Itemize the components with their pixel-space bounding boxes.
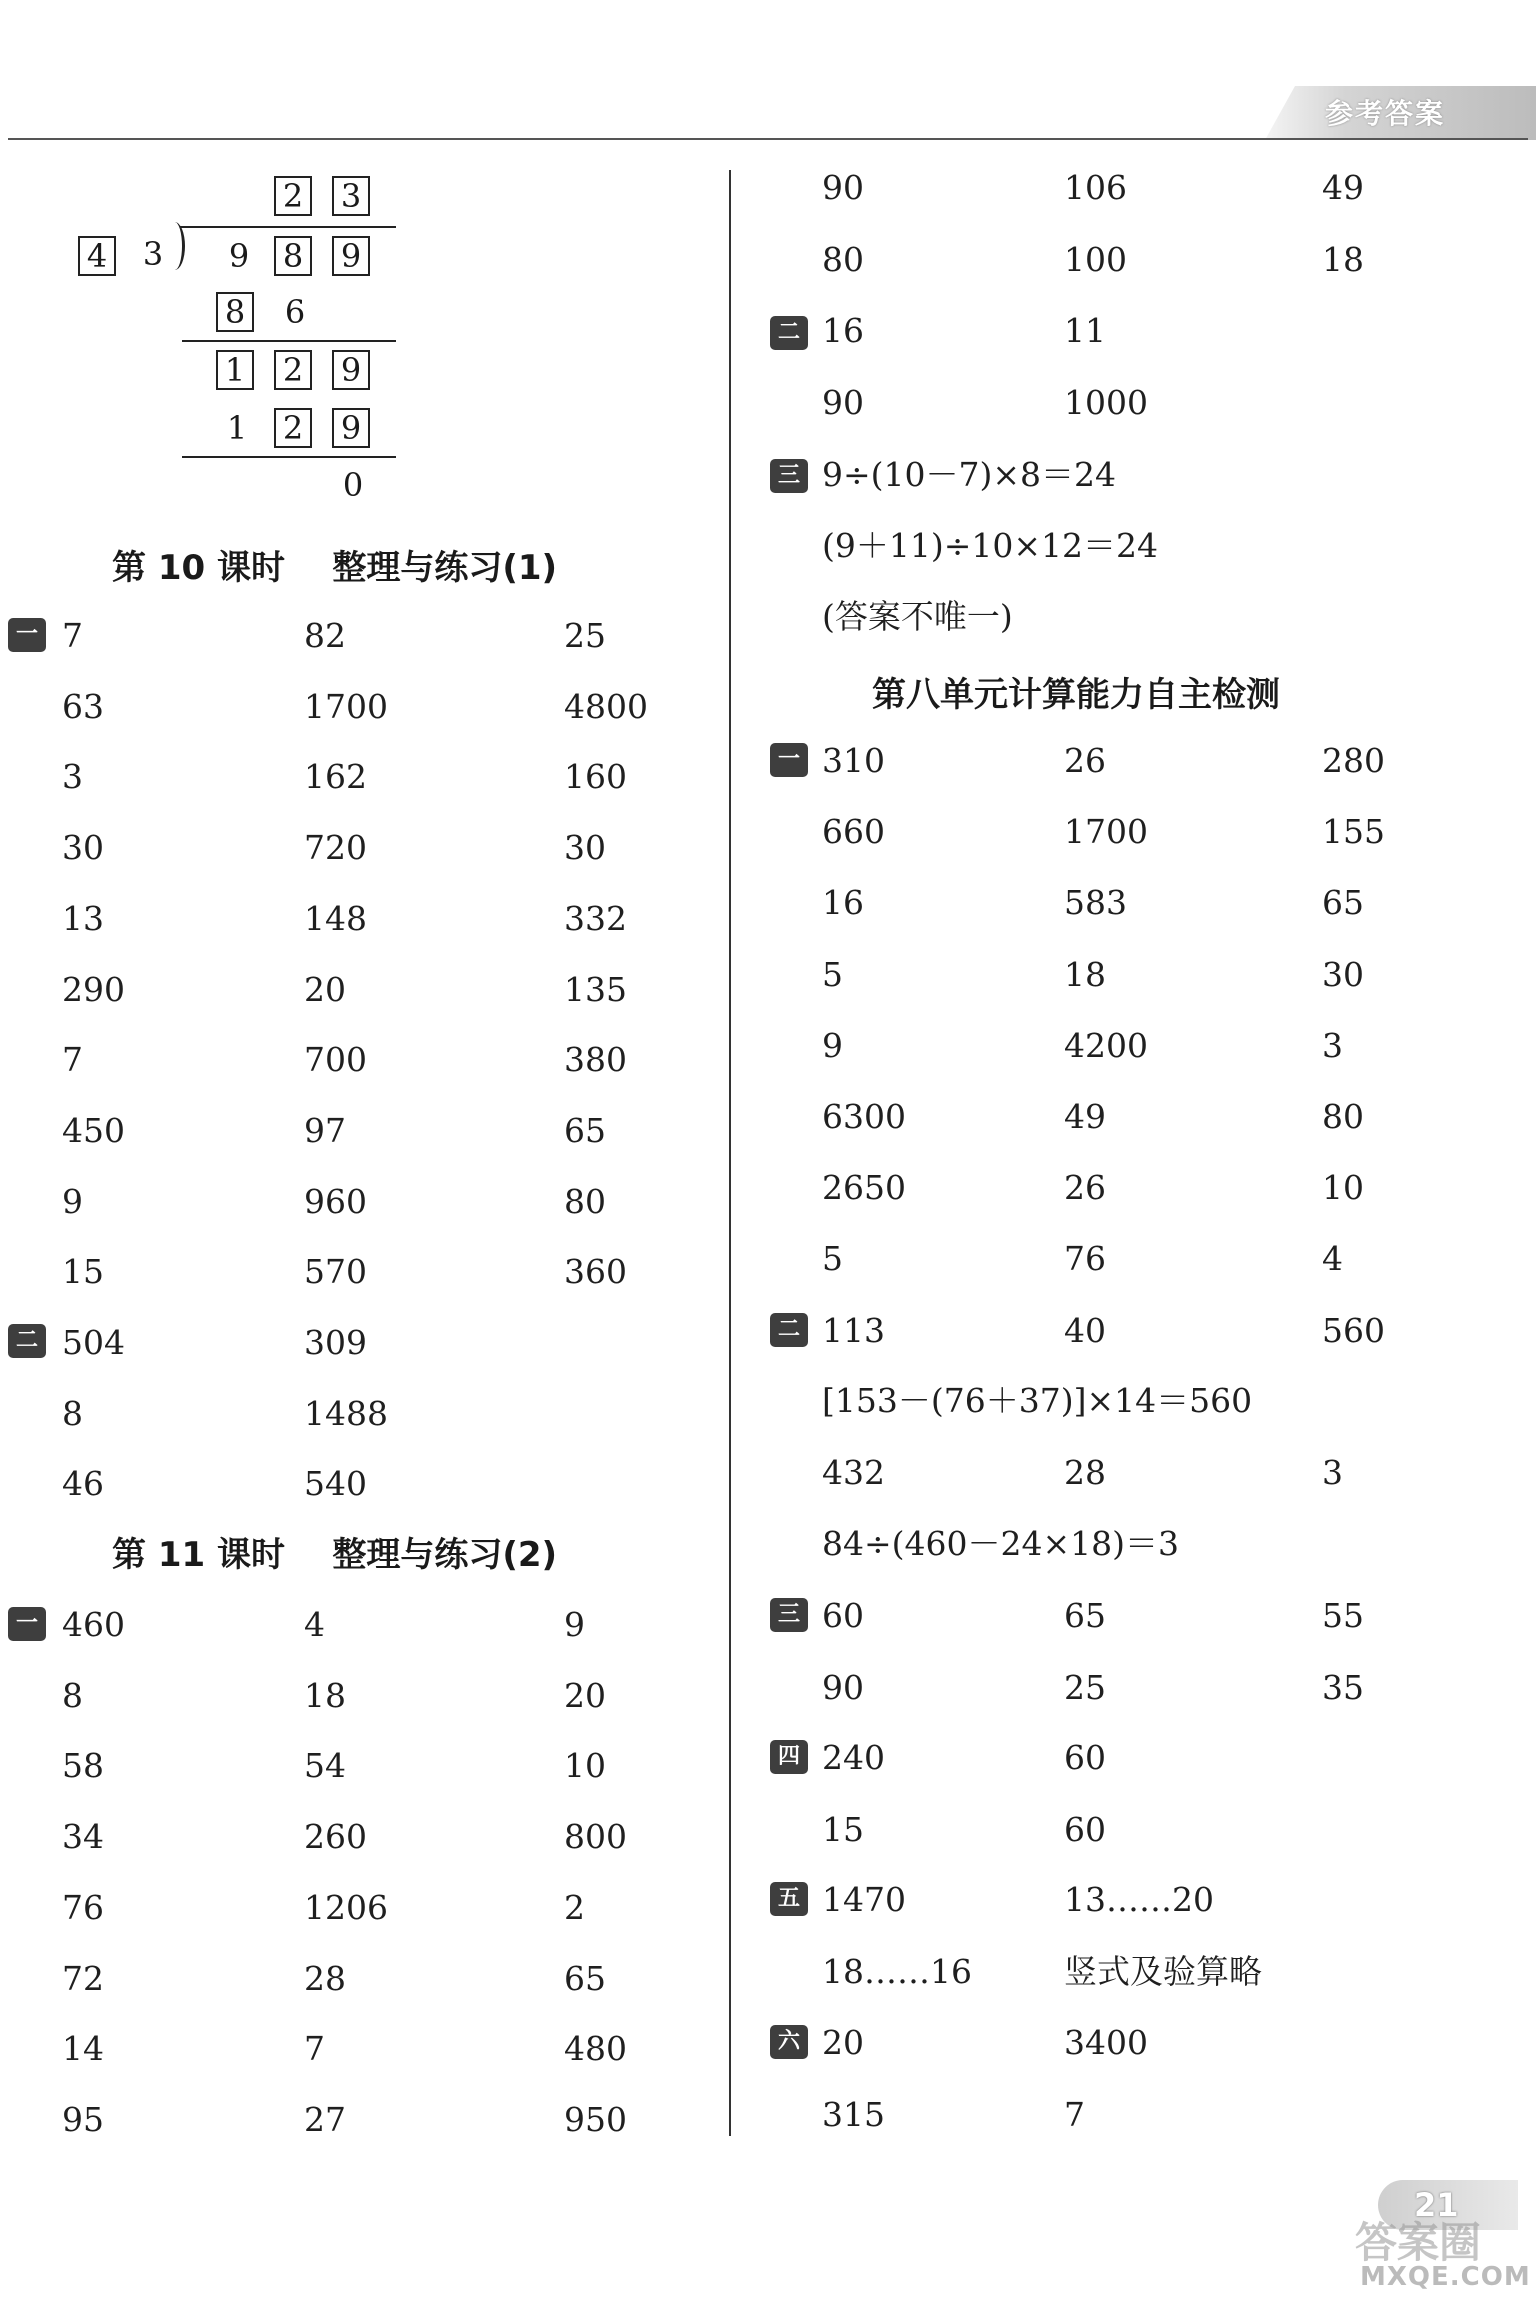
answer-cell: 720 bbox=[304, 828, 367, 868]
answer-cell: 135 bbox=[564, 969, 627, 1009]
section-badge-2: 二 bbox=[8, 1324, 46, 1358]
answer-cell: 4 bbox=[1322, 1239, 1343, 1279]
answer-cell: 55 bbox=[1322, 1596, 1364, 1635]
answer-cell: 82 bbox=[304, 616, 346, 655]
answer-cell: 560 bbox=[1322, 1310, 1385, 1350]
answer-cell: 160 bbox=[564, 757, 627, 797]
division-result: 0 bbox=[342, 466, 364, 504]
answer-cell: 7 bbox=[62, 616, 83, 655]
page-number: 21 bbox=[1378, 2180, 1518, 2230]
step2-digit-box: 9 bbox=[332, 408, 370, 448]
answer-cell: 450 bbox=[62, 1110, 125, 1150]
answer-cell: 280 bbox=[1322, 741, 1385, 780]
answer-note: (答案不唯一) bbox=[822, 597, 1013, 636]
answer-cell: 8 bbox=[62, 1393, 83, 1433]
answer-cell: 27 bbox=[304, 2099, 346, 2139]
answer-cell: 460 bbox=[62, 1605, 125, 1644]
answer-cell: 20 bbox=[304, 969, 346, 1009]
answer-cell: 7 bbox=[62, 1040, 83, 1080]
answer-cell: 1470 bbox=[822, 1880, 906, 1919]
divisor-digit: 3 bbox=[142, 235, 164, 273]
answer-cell: 65 bbox=[1322, 883, 1364, 923]
answer-cell: 100 bbox=[1064, 239, 1127, 279]
answer-cell: 3 bbox=[1322, 1453, 1343, 1492]
answer-cell: 3 bbox=[1322, 1025, 1343, 1065]
answer-cell: 16 bbox=[822, 883, 864, 923]
answer-cell: 26 bbox=[1064, 741, 1106, 780]
answer-cell: 80 bbox=[1322, 1097, 1364, 1136]
lesson-11-title: 第 11 课时 整理与练习(2) bbox=[112, 1535, 558, 1575]
answer-cell: 5 bbox=[822, 954, 843, 994]
section-badge-2: 二 bbox=[770, 316, 808, 350]
section-badge-3: 三 bbox=[770, 1598, 808, 1632]
division-top-line bbox=[180, 226, 396, 228]
answer-cell: 1000 bbox=[1064, 382, 1148, 422]
answer-cell: 14 bbox=[62, 2029, 104, 2069]
answer-cell: 480 bbox=[564, 2029, 627, 2069]
answer-cell: 80 bbox=[564, 1181, 606, 1221]
answer-cell: 15 bbox=[62, 1252, 104, 1292]
answer-cell: 7 bbox=[304, 2029, 325, 2069]
equation-line: [153－(76＋37)]×14＝560 bbox=[822, 1381, 1253, 1420]
lesson-10-title: 第 10 课时 整理与练习(1) bbox=[112, 548, 558, 588]
dividend-digit: 9 bbox=[228, 237, 250, 275]
answer-cell: 63 bbox=[62, 686, 104, 726]
answer-cell: 9 bbox=[62, 1181, 83, 1221]
answer-cell: 60 bbox=[1064, 1809, 1106, 1849]
answer-cell: 6300 bbox=[822, 1097, 906, 1136]
answer-cell: 3 bbox=[62, 757, 83, 797]
step1-digit: 6 bbox=[284, 293, 306, 331]
answer-cell: 309 bbox=[304, 1323, 367, 1362]
section-badge-4: 四 bbox=[770, 1740, 808, 1774]
watermark-url: MXQE.COM bbox=[1360, 2262, 1531, 2292]
column-divider bbox=[729, 170, 731, 2136]
quotient-digit-box: 2 bbox=[274, 176, 312, 216]
equation-line: 9÷(10－7)×8＝24 bbox=[822, 455, 1117, 494]
answer-cell: 65 bbox=[564, 1958, 606, 1998]
answer-cell: 106 bbox=[1064, 168, 1127, 207]
answer-cell: 30 bbox=[62, 828, 104, 868]
remainder-digit-box: 1 bbox=[216, 350, 254, 390]
dividend-digit-box: 9 bbox=[332, 236, 370, 276]
answer-cell: 18 bbox=[1064, 954, 1106, 994]
answer-cell: 7 bbox=[1064, 2094, 1085, 2134]
section-badge-5: 五 bbox=[770, 1882, 808, 1916]
answer-cell: 20 bbox=[564, 1675, 606, 1715]
answer-cell: 3400 bbox=[1064, 2023, 1148, 2062]
answer-cell: 54 bbox=[304, 1746, 346, 1786]
answer-cell: 28 bbox=[1064, 1453, 1106, 1492]
answer-cell: 25 bbox=[564, 616, 606, 655]
equation-line: 84÷(460－24×18)＝3 bbox=[822, 1524, 1180, 1563]
answer-cell: 360 bbox=[564, 1252, 627, 1292]
division-line bbox=[182, 340, 396, 342]
answer-cell: 76 bbox=[62, 1887, 104, 1927]
answer-cell: 35 bbox=[1322, 1667, 1364, 1707]
section-badge-1: 一 bbox=[770, 743, 808, 777]
answer-cell: 46 bbox=[62, 1464, 104, 1504]
answer-cell: 13 bbox=[62, 898, 104, 938]
answer-cell: 155 bbox=[1322, 812, 1385, 852]
answer-cell: 95 bbox=[62, 2099, 104, 2139]
answer-cell: 260 bbox=[304, 1817, 367, 1857]
answer-cell: 4800 bbox=[564, 686, 648, 726]
answer-cell: 80 bbox=[822, 239, 864, 279]
section-badge-6: 六 bbox=[770, 2025, 808, 2059]
answer-cell: 90 bbox=[822, 382, 864, 422]
answer-cell: 18……16 bbox=[822, 1951, 972, 1991]
answer-cell: 60 bbox=[1064, 1738, 1106, 1777]
answer-cell: 332 bbox=[564, 898, 627, 938]
answer-cell: 380 bbox=[564, 1040, 627, 1080]
answer-cell: 60 bbox=[822, 1596, 864, 1635]
answer-cell: 540 bbox=[304, 1464, 367, 1504]
answer-cell: 240 bbox=[822, 1738, 885, 1777]
divisor-digit-box: 4 bbox=[78, 236, 116, 276]
answer-cell: 4 bbox=[304, 1605, 325, 1644]
answer-cell: 11 bbox=[1064, 311, 1106, 350]
remainder-digit-box: 2 bbox=[274, 350, 312, 390]
section-badge-1: 一 bbox=[8, 1607, 46, 1641]
answer-cell: 162 bbox=[304, 757, 367, 797]
section-badge-2: 二 bbox=[770, 1313, 808, 1347]
answer-cell: 660 bbox=[822, 812, 885, 852]
answer-cell: 76 bbox=[1064, 1239, 1106, 1279]
answer-cell: 90 bbox=[822, 168, 864, 207]
watermark-logo: 答案圈 bbox=[1355, 2218, 1482, 2267]
answer-cell: 97 bbox=[304, 1110, 346, 1150]
answer-cell: 9 bbox=[564, 1605, 585, 1644]
answer-cell: 2650 bbox=[822, 1168, 906, 1208]
answer-cell: 30 bbox=[1322, 954, 1364, 994]
answer-cell: 49 bbox=[1322, 168, 1364, 207]
answer-cell: 432 bbox=[822, 1453, 885, 1492]
answer-cell: 315 bbox=[822, 2094, 885, 2134]
answer-cell: 148 bbox=[304, 898, 367, 938]
answer-cell: 10 bbox=[564, 1746, 606, 1786]
header-label: 参考答案 bbox=[1325, 97, 1446, 130]
answer-cell: 15 bbox=[822, 1809, 864, 1849]
answer-cell: 58 bbox=[62, 1746, 104, 1786]
answer-cell: 20 bbox=[822, 2023, 864, 2062]
answer-cell: 9 bbox=[822, 1025, 843, 1065]
quotient-digit-box: 3 bbox=[332, 176, 370, 216]
answer-cell: 90 bbox=[822, 1667, 864, 1707]
answer-cell: 18 bbox=[304, 1675, 346, 1715]
answer-cell: 40 bbox=[1064, 1310, 1106, 1350]
division-line bbox=[182, 456, 396, 458]
answer-cell: 65 bbox=[564, 1110, 606, 1150]
section-badge-3: 三 bbox=[770, 459, 808, 493]
answer-cell: 113 bbox=[822, 1310, 885, 1350]
answer-cell: 16 bbox=[822, 311, 864, 350]
answer-cell: 竖式及验算略 bbox=[1064, 1951, 1262, 1991]
answer-cell: 310 bbox=[822, 741, 885, 780]
answer-cell: 950 bbox=[564, 2099, 627, 2139]
answer-cell: 1488 bbox=[304, 1393, 388, 1433]
answer-cell: 72 bbox=[62, 1958, 104, 1998]
answer-cell: 8 bbox=[62, 1675, 83, 1715]
answer-cell: 34 bbox=[62, 1817, 104, 1857]
division-bracket bbox=[168, 222, 185, 270]
section-badge-1: 一 bbox=[8, 618, 46, 652]
answer-cell: 570 bbox=[304, 1252, 367, 1292]
unit-8-title: 第八单元计算能力自主检测 bbox=[872, 675, 1280, 715]
answer-cell: 49 bbox=[1064, 1097, 1106, 1136]
answer-cell: 5 bbox=[822, 1239, 843, 1279]
answer-cell: 26 bbox=[1064, 1168, 1106, 1208]
answer-cell: 290 bbox=[62, 969, 125, 1009]
answer-cell: 65 bbox=[1064, 1596, 1106, 1635]
answer-cell: 4200 bbox=[1064, 1025, 1148, 1065]
answer-cell: 800 bbox=[564, 1817, 627, 1857]
answer-cell: 10 bbox=[1322, 1168, 1364, 1208]
remainder-digit-box: 9 bbox=[332, 350, 370, 390]
answer-cell: 25 bbox=[1064, 1667, 1106, 1707]
top-rule bbox=[8, 138, 1528, 140]
step2-digit-box: 2 bbox=[274, 408, 312, 448]
answer-cell: 583 bbox=[1064, 883, 1127, 923]
dividend-digit-box: 8 bbox=[274, 236, 312, 276]
step1-digit-box: 8 bbox=[216, 292, 254, 332]
answer-cell: 2 bbox=[564, 1887, 585, 1927]
answer-cell: 1700 bbox=[304, 686, 388, 726]
equation-line: (9＋11)÷10×12＝24 bbox=[822, 526, 1159, 565]
answer-cell: 1700 bbox=[1064, 812, 1148, 852]
answer-cell: 960 bbox=[304, 1181, 367, 1221]
answer-cell: 13……20 bbox=[1064, 1880, 1214, 1919]
answer-cell: 1206 bbox=[304, 1887, 388, 1927]
answer-cell: 30 bbox=[564, 828, 606, 868]
answer-cell: 700 bbox=[304, 1040, 367, 1080]
step2-digit: 1 bbox=[226, 409, 248, 447]
answer-cell: 504 bbox=[62, 1323, 125, 1362]
answer-cell: 18 bbox=[1322, 239, 1364, 279]
answer-cell: 28 bbox=[304, 1958, 346, 1998]
